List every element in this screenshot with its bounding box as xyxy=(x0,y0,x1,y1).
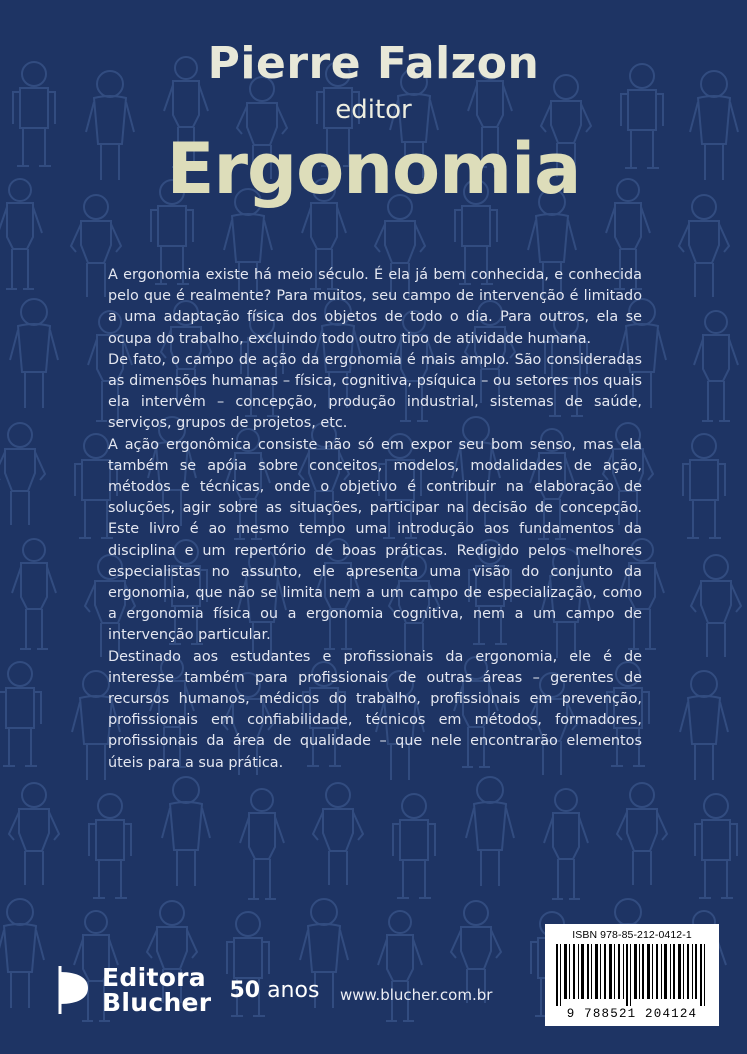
blurb-paragraph: De fato, o campo de ação da ergonomia é mais amplo. São consideradas as dimensões humanas – física, cognitiva, psíquica – ou setores nos quais ela intervêm – concepção, produção industrial, sistemas de saúde, serviços, grupos de projetos, etc. xyxy=(108,351,642,432)
blurb-text xyxy=(108,265,642,774)
anniversary-label xyxy=(229,978,319,1003)
author-name: Pierre Falzon xyxy=(207,38,540,89)
publisher-name-line2: Blucher xyxy=(102,988,212,1017)
blucher-logo-icon xyxy=(52,964,94,1016)
isbn-barcode-box xyxy=(545,924,719,1026)
blurb-paragraph: Destinado aos estudantes e profissionais da ergonomia, ele é de interesse também para profissionais de outras áreas – gerentes de recursos humanos, médicos do trabalho, profissionais em prevenção, profissionais em confiabilidade, técnicos em métodos, formadores, profissionais da área de qualidade – que nele encontrarão elementos úteis para a sua prática. xyxy=(108,648,642,771)
publisher-block xyxy=(52,964,319,1016)
isbn-digits: 9 788521 204124 xyxy=(566,1007,698,1021)
blurb-paragraph: A ação ergonômica consiste não só em expor seu bom senso, mas ela também se apóia sobre conceitos, modelos, modalidades de ação, métodos e técnicas, onde o objetivo é contribuir na elaboração de soluções, agir sobre as situações, participar na decisão de concepção. Este livro é ao mesmo tempo uma introdução aos fundamentos da disciplina e um repertório de boas práticas. Redigido pelos melhores especialistas no assunto, ele apresenta uma visão do conjunto da ergonomia, que não se limita nem a um campo de especialização, como a ergonomia física ou a ergonomia cognitiva, nem a um campo de intervenção particular. xyxy=(108,436,642,644)
anniversary-word: anos xyxy=(267,977,320,1003)
book-title: Ergonomia xyxy=(166,128,581,210)
blurb-paragraph: A ergonomia existe há meio século. É ela já bem conhecida, e conhecida pelo que é realmente? Para muitos, seu campo de intervenção é limitado a uma adaptação física dos objetos de todo o dia. Para outros, ela se ocupa do trabalho, excluindo todo outro tipo de atividade humana. xyxy=(108,267,642,347)
anniversary-number: 50 xyxy=(229,977,261,1003)
barcode-icon xyxy=(554,944,710,1006)
isbn-label: ISBN 978-85-212-0412-1 xyxy=(572,929,692,941)
publisher-name-line1: Editora xyxy=(102,963,206,992)
editor-role-label: editor xyxy=(335,95,412,125)
website-url[interactable]: www.blucher.com.br xyxy=(340,986,493,1004)
